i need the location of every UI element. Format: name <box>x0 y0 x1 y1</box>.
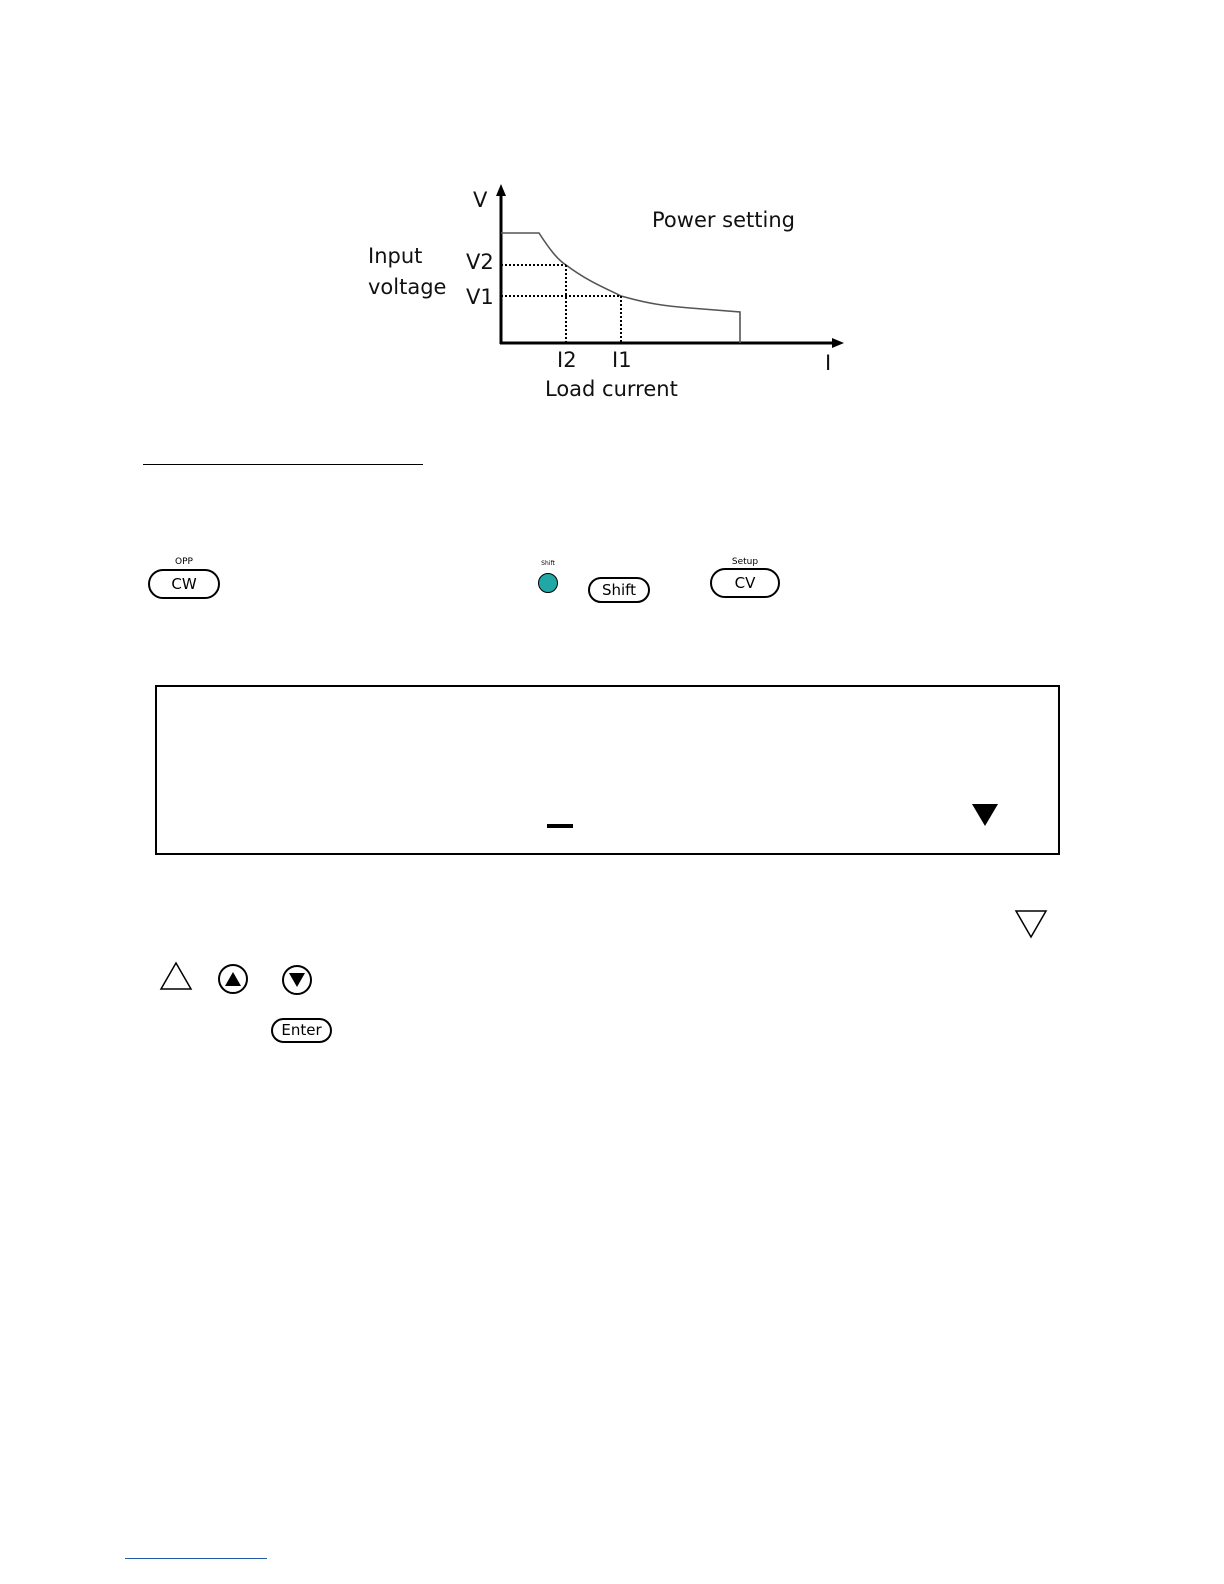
tick-i2: I2 <box>557 348 577 372</box>
y-axis-arrow-icon <box>496 184 506 196</box>
section-rule <box>143 464 423 465</box>
up-arrow-button[interactable] <box>218 964 248 994</box>
cv-key[interactable]: CV <box>710 568 780 598</box>
cw-key-top-label: OPP <box>175 557 193 567</box>
x-axis-arrow-icon <box>832 338 844 348</box>
tick-v1: V1 <box>466 285 494 309</box>
down-arrow-button[interactable] <box>282 965 312 995</box>
lcd-cursor <box>547 824 573 828</box>
tick-i1: I1 <box>612 348 632 372</box>
shift-led-label: Shift <box>541 560 555 567</box>
lcd-display <box>155 685 1060 855</box>
power-setting-label: Power setting <box>652 208 795 232</box>
up-arrow-icon <box>224 971 242 987</box>
power-curve <box>501 233 740 343</box>
up-triangle-outline-icon <box>159 961 193 991</box>
cv-key-top-label: Setup <box>731 557 759 567</box>
footer-rule <box>125 1558 267 1559</box>
enter-key[interactable]: Enter <box>271 1018 332 1043</box>
down-arrow-icon <box>288 972 306 988</box>
axis-i-label: I <box>825 351 832 375</box>
xlabel: Load current <box>545 377 678 401</box>
shift-led-indicator <box>538 573 558 593</box>
cw-key[interactable]: CW <box>148 569 220 599</box>
ylabel-line2: voltage <box>368 275 447 299</box>
axis-v-label: V <box>473 188 488 212</box>
down-triangle-outline-icon <box>1014 909 1048 939</box>
down-triangle-filled-icon <box>972 804 998 826</box>
tick-v2: V2 <box>466 250 494 274</box>
shift-key[interactable]: Shift <box>588 577 650 603</box>
cw-characteristic-figure <box>360 180 860 410</box>
ylabel-line1: Input <box>368 244 423 268</box>
